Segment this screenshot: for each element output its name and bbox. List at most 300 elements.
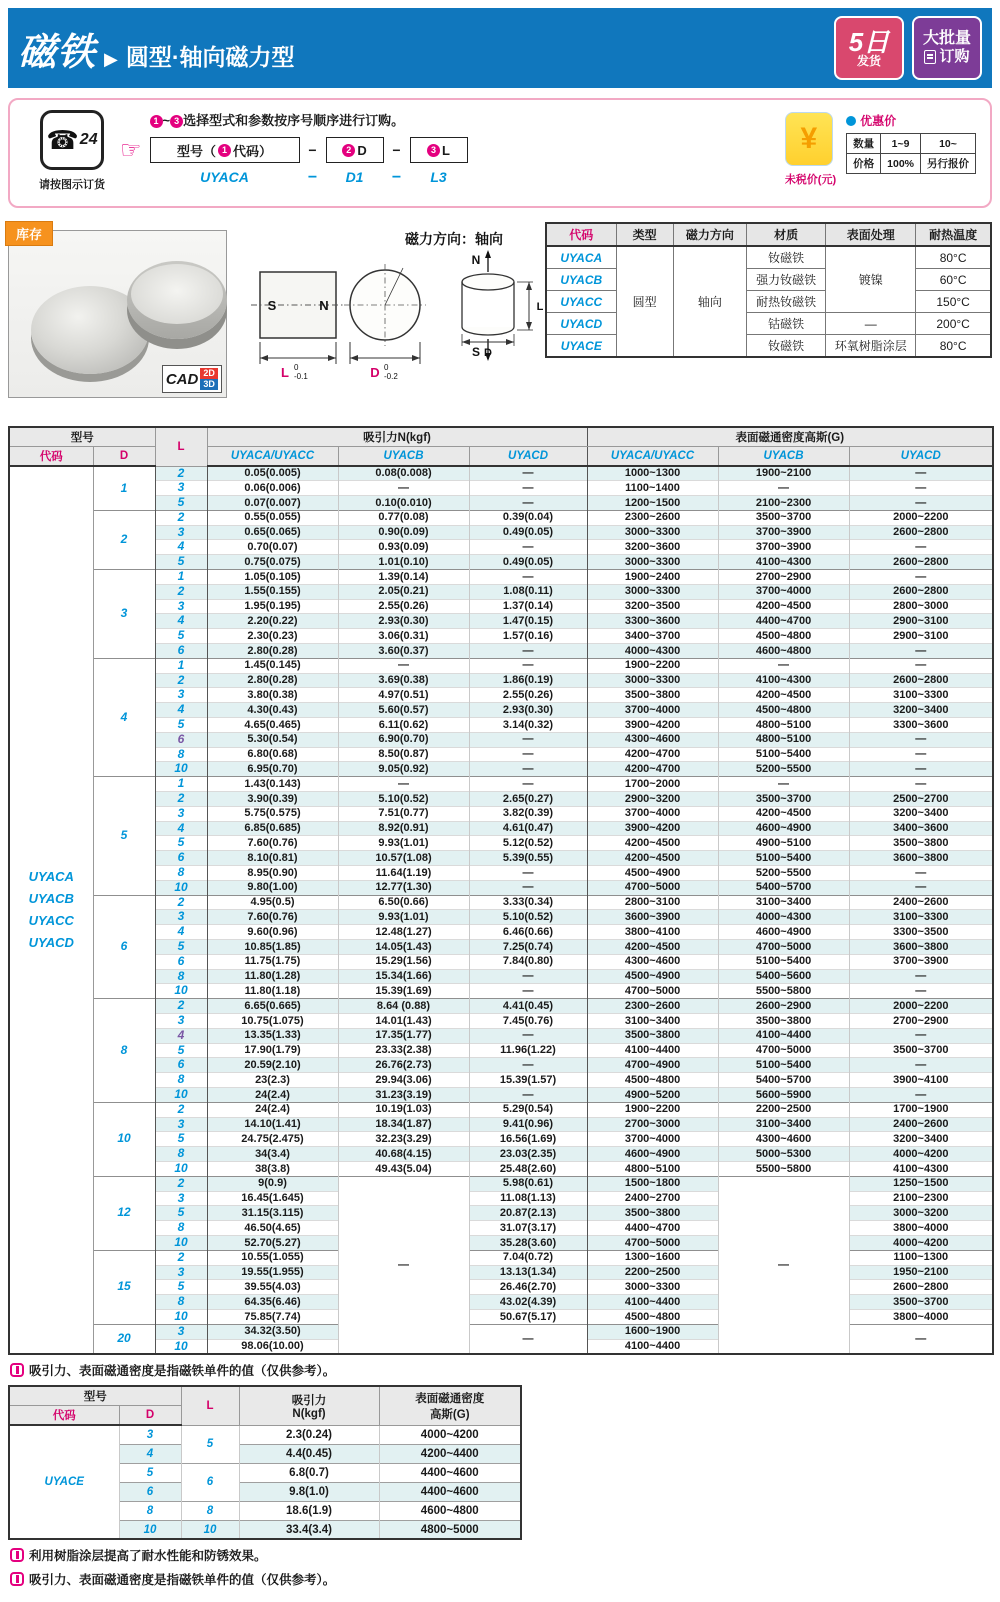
value-cell: 3200~3600 [587,540,718,555]
value-cell: 16.45(1.645) [207,1191,338,1206]
value-cell: 6.85(0.685) [207,821,338,836]
value-cell: 0.10(0.010) [338,496,469,511]
l-value: 1 [155,658,207,673]
value-cell: — [469,866,587,881]
value-cell: — [338,481,469,496]
l-value: 5 [155,555,207,570]
value-cell: 2700~2900 [718,570,849,585]
svg-text:S: S [267,298,277,313]
value-cell: 1.45(0.145) [207,658,338,673]
value-cell: 2.30(0.23) [207,629,338,644]
svg-text:N: N [319,298,329,313]
example-l: L3 [430,169,447,185]
l-value: 10 [155,762,207,777]
table-row [9,1087,993,1102]
value-cell: — [849,570,993,585]
pull-force-header: 吸引力N(kgf) [207,427,587,447]
table-row [9,584,993,599]
value-cell: — [849,984,993,999]
value-cell: 10.19(1.03) [338,1102,469,1117]
d-value: 20 [93,1324,155,1354]
l-value: 4 [155,703,207,718]
value-cell: 3.69(0.38) [338,673,469,688]
table-row [9,703,993,718]
value-cell: — [849,540,993,555]
value-cell: — [849,496,993,511]
value-cell: 0.75(0.075) [207,555,338,570]
value-cell: 0.55(0.055) [207,510,338,525]
table-row: 价格 100% 另行报价 [847,154,976,174]
l-value: 10 [155,1087,207,1102]
svg-text:D: D [483,347,492,359]
table-row [9,629,993,644]
l-value: 10 [155,1161,207,1176]
value-cell: 2100~2300 [849,1191,993,1206]
value-cell: 43.02(4.39) [469,1295,587,1310]
table-row: UYACB 强力钕磁铁 60°C [546,269,991,291]
table-row [9,777,993,792]
value-cell: 6.90(0.70) [338,732,469,747]
d-value: 5 [93,777,155,895]
l-value: 2 [155,999,207,1014]
example-d: D1 [345,169,364,185]
type-cell: 圆型 [616,246,673,357]
gauss-header: 表面磁通密度高斯(G) [587,427,993,447]
value-cell: 11.08(1.13) [469,1191,587,1206]
value-cell: 4.95(0.5) [207,895,338,910]
table-row [9,481,993,496]
d-value: 8 [93,999,155,1103]
value-cell: 2600~2800 [849,673,993,688]
value-cell: 0.05(0.005) [207,466,338,481]
value-cell: 4.30(0.43) [207,703,338,718]
value-cell: 1900~2200 [587,1102,718,1117]
l-value: 5 [155,629,207,644]
value-cell: 5100~5400 [718,1058,849,1073]
table-row: 数量 1~9 10~ [847,134,976,154]
table-row [9,999,993,1014]
value-cell: 5100~5400 [718,954,849,969]
value-cell: 2.93(0.30) [469,703,587,718]
value-cell: — [469,984,587,999]
value-cell: 4700~4900 [587,1058,718,1073]
l-value: 4 [155,614,207,629]
value-cell: 49.43(5.04) [338,1161,469,1176]
value-cell: 1.86(0.19) [469,673,587,688]
value-cell: 32.23(3.29) [338,1132,469,1147]
format-dash: − [392,142,401,158]
l-value: 2 [155,1250,207,1265]
l-value: 2 [155,466,207,481]
spec-table [545,222,992,358]
value-cell: — [469,644,587,659]
order-instruction-panel [8,98,992,208]
arrow-icon: ▶ [104,48,118,69]
value-cell: 5200~5500 [718,762,849,777]
model-format-row [150,137,468,163]
l-value: 3 [155,1191,207,1206]
value-cell: 3600~3800 [849,940,993,955]
value-cell: — [718,658,849,673]
value-cell: 2300~2600 [587,510,718,525]
l-value: 2 [155,584,207,599]
value-cell: 14.10(1.41) [207,1117,338,1132]
value-cell: 5100~5400 [718,851,849,866]
table-row [9,851,993,866]
value-cell: 4900~5200 [587,1087,718,1102]
table-row [9,1073,993,1088]
table-row: UYACE 钕磁铁 环氧树脂涂层 80°C [546,335,991,358]
value-cell: 3700~3900 [718,525,849,540]
price-info-block [785,110,976,187]
document-icon [924,50,936,64]
value-cell: 1.55(0.155) [207,584,338,599]
d-value: 4 [93,658,155,776]
table-row [9,599,993,614]
value-cell: 16.56(1.69) [469,1132,587,1147]
discount-block [846,112,976,174]
value-cell: 4700~5000 [718,940,849,955]
value-cell: 2.55(0.26) [469,688,587,703]
value-cell: 12.77(1.30) [338,880,469,895]
table-header-row: 型号 L 吸引力 N(kgf) 表面磁通密度 高斯(G) [9,1386,521,1406]
value-cell: 4500~4800 [718,703,849,718]
value-cell: 8.95(0.90) [207,866,338,881]
value-cell: 4100~4300 [849,1161,993,1176]
value-cell: 3700~4000 [718,584,849,599]
value-cell: — [469,570,587,585]
table-row: 代码 类型 磁力方向 材质 表面处理 耐热温度 [546,223,991,246]
value-cell: 6.65(0.665) [207,999,338,1014]
value-cell: — [849,866,993,881]
value-cell: 3100~3400 [718,895,849,910]
value-cell: — [718,777,849,792]
value-cell: 34.32(3.50) [207,1324,338,1339]
value-cell: 4.97(0.51) [338,688,469,703]
value-cell: 4700~5000 [587,880,718,895]
value-cell: 39.55(4.03) [207,1280,338,1295]
l-value: 8 [155,1147,207,1162]
value-cell: — [849,466,993,481]
l-value: 1 [155,777,207,792]
discount-label: 优惠价 [846,112,976,129]
value-cell: 0.65(0.065) [207,525,338,540]
value-cell: 7.04(0.72) [469,1250,587,1265]
value-cell: 4600~4900 [718,821,849,836]
value-cell: 1.37(0.14) [469,599,587,614]
circled-3-icon: 3 [170,115,183,128]
value-cell: 1300~1600 [587,1250,718,1265]
value-cell: 10.55(1.055) [207,1250,338,1265]
format-model-box: 型号（ 1 代码） [150,137,300,163]
l-value: 4 [155,821,207,836]
table-row [9,496,993,511]
svg-text:L: L [536,301,544,313]
l-value: 6 [155,954,207,969]
table-row: UYACD 钴磁铁 — 200°C [546,313,991,335]
value-cell: 3.06(0.31) [338,629,469,644]
product-photo [8,227,227,398]
value-cell: 18.34(1.87) [338,1117,469,1132]
value-cell: 4300~4600 [587,954,718,969]
value-cell: — [849,644,993,659]
value-cell: 3700~3900 [849,954,993,969]
phone-caption: 请按图示订货 [39,179,105,191]
l-value: 4 [155,540,207,555]
table-row [9,895,993,910]
badge-5day-shipping [834,16,904,80]
badge-bulk-line1: 大批量 [922,30,971,47]
l-value: 6 [155,644,207,659]
merged-cell: — [718,1176,849,1354]
value-cell: 2200~2500 [718,1102,849,1117]
value-cell: 0.49(0.05) [469,525,587,540]
value-cell: 1600~1900 [587,1324,718,1339]
value-cell: 3200~3400 [849,806,993,821]
value-cell: 1900~2200 [587,658,718,673]
d-value: 12 [93,1176,155,1250]
quantity-price-table [846,133,976,174]
value-cell: 15.29(1.56) [338,954,469,969]
value-cell: 3.82(0.39) [469,806,587,821]
d-value: 10 [93,1102,155,1176]
value-cell: 4200~4500 [718,599,849,614]
table-row [9,525,993,540]
l-value: 10 [155,984,207,999]
l-value: 6 [155,1058,207,1073]
value-cell: 64.35(6.46) [207,1295,338,1310]
value-cell: 4200~4500 [587,940,718,955]
code-list-cell: UYACA UYACB UYACC UYACD [9,466,93,1354]
value-cell: 3200~3400 [849,703,993,718]
value-cell: 3500~3700 [718,510,849,525]
value-cell: 5.10(0.52) [338,792,469,807]
value-cell: 24(2.4) [207,1102,338,1117]
value-cell: 52.70(5.27) [207,1235,338,1250]
table-row: 8 8 18.6(1.9) 4600~4800 [9,1501,521,1520]
value-cell: — [469,1087,587,1102]
value-cell: 4200~4500 [718,806,849,821]
l-value: 3 [155,525,207,540]
l-value: 8 [155,1073,207,1088]
value-cell: 0.70(0.07) [207,540,338,555]
value-cell: 3000~3300 [587,584,718,599]
table-row: 4 4.4(0.45) 4200~4400 [9,1444,521,1463]
value-cell: — [338,658,469,673]
value-cell: 31.07(3.17) [469,1221,587,1236]
value-cell: 3000~3200 [849,1206,993,1221]
value-cell: — [849,747,993,762]
value-cell: 1.95(0.195) [207,599,338,614]
value-cell: 4700~5000 [718,1043,849,1058]
value-cell: 4100~4400 [587,1295,718,1310]
value-cell: 5.12(0.52) [469,836,587,851]
value-cell: 4100~4300 [718,555,849,570]
l-value: 3 [155,1117,207,1132]
value-cell: 4000~4300 [718,910,849,925]
value-cell: 23(2.3) [207,1073,338,1088]
value-cell: 3.14(0.32) [469,718,587,733]
page-header [8,8,992,88]
value-cell: 0.07(0.007) [207,496,338,511]
code-header: 代码 [9,447,93,467]
table-row [9,1102,993,1117]
l-value: 3 [155,1013,207,1028]
value-cell: 4.41(0.45) [469,999,587,1014]
table-row [9,732,993,747]
value-cell: 3800~4000 [849,1309,993,1324]
direction-cell: 轴向 [673,246,747,357]
table-row [9,1058,993,1073]
circled-1-icon: 1 [150,115,163,128]
yen-block [785,112,836,187]
l-value: 5 [155,836,207,851]
value-cell: 3500~3700 [849,1043,993,1058]
value-cell: 9.80(1.00) [207,880,338,895]
value-cell: 4500~4900 [587,969,718,984]
value-cell: 3100~3400 [718,1117,849,1132]
table-row [9,540,993,555]
table-row: 6 9.8(1.0) 4400~4600 [9,1482,521,1501]
phone-icon: ☎ 24 [40,110,104,170]
table-row [9,836,993,851]
table-row: 5 6 6.8(0.7) 4400~4600 [9,1463,521,1482]
value-cell: 3900~4200 [587,718,718,733]
value-cell: — [469,777,587,792]
value-cell: 24.75(2.475) [207,1132,338,1147]
value-cell: 3.33(0.34) [469,895,587,910]
value-cell: 5.30(0.54) [207,732,338,747]
l-value: 8 [155,1295,207,1310]
value-cell: 1700~2000 [587,777,718,792]
value-cell: 3100~3300 [849,688,993,703]
value-cell: 6.50(0.66) [338,895,469,910]
value-cell: 4300~4600 [587,732,718,747]
product-section [8,222,992,412]
value-cell: 26.76(2.73) [338,1058,469,1073]
value-cell: 15.39(1.57) [469,1073,587,1088]
value-cell: 6.95(0.70) [207,762,338,777]
format-d-box: 2 D [326,137,384,163]
value-cell: 3500~3700 [718,792,849,807]
value-cell: 19.55(1.955) [207,1265,338,1280]
l-value: 2 [155,510,207,525]
untaxed-label: 未税价(元) [784,174,837,186]
value-cell: 1900~2400 [587,570,718,585]
finish-cell: — [826,313,916,335]
l-value: 8 [155,866,207,881]
value-cell: — [849,481,993,496]
value-cell: 3500~3800 [718,1013,849,1028]
value-cell: 2600~2900 [718,999,849,1014]
uyace-table [8,1385,522,1540]
value-cell: — [469,880,587,895]
value-cell: 24(2.4) [207,1087,338,1102]
value-cell: 1.05(0.105) [207,570,338,585]
value-cell: 4100~4400 [587,1043,718,1058]
value-cell: — [469,466,587,481]
merged-cell: — [849,1324,993,1354]
value-cell: 5000~5300 [718,1147,849,1162]
value-cell: 4000~4200 [849,1235,993,1250]
value-cell: 8.92(0.91) [338,821,469,836]
value-cell: 2900~3100 [849,614,993,629]
circled-2-icon: 2 [342,144,355,157]
value-cell: 5400~5700 [718,880,849,895]
value-cell: 9(0.9) [207,1176,338,1191]
value-cell: 3400~3700 [587,629,718,644]
l-value: 2 [155,1176,207,1191]
value-cell: 3.80(0.38) [207,688,338,703]
value-cell: — [469,732,587,747]
value-cell: 1100~1400 [587,481,718,496]
value-cell: 3900~4200 [587,821,718,836]
value-cell: 13.13(1.34) [469,1265,587,1280]
value-cell: 13.35(1.33) [207,1028,338,1043]
cad-badge: CAD 2D 3D [162,365,222,393]
value-cell: 8.50(0.87) [338,747,469,762]
value-cell: 1.01(0.10) [338,555,469,570]
value-cell: 2.55(0.26) [338,599,469,614]
value-cell: 10.85(1.85) [207,940,338,955]
value-cell: 98.06(10.00) [207,1339,338,1354]
value-cell: 3400~3600 [849,821,993,836]
value-cell: 11.96(1.22) [469,1043,587,1058]
svg-text:0: 0 [293,363,299,372]
value-cell: 14.01(1.43) [338,1013,469,1028]
value-cell: 12.48(1.27) [338,925,469,940]
value-cell: — [469,481,587,496]
value-cell: 0.08(0.008) [338,466,469,481]
value-cell: 2300~2600 [587,999,718,1014]
value-cell: 50.67(5.17) [469,1309,587,1324]
value-cell: 4800~5100 [587,1161,718,1176]
value-cell: 2.65(0.27) [469,792,587,807]
value-cell: 5400~5700 [718,1073,849,1088]
value-cell: 15.39(1.69) [338,984,469,999]
svg-text:L: L [280,365,289,380]
svg-text:D: D [370,365,380,380]
note-icon [10,1363,24,1377]
value-cell: 1100~1300 [849,1250,993,1265]
d-value: 15 [93,1250,155,1324]
value-cell: 4700~5000 [587,984,718,999]
value-cell: — [849,880,993,895]
value-cell: 7.51(0.77) [338,806,469,821]
table-row [9,1132,993,1147]
value-cell: 7.84(0.80) [469,954,587,969]
value-cell: 2700~2900 [849,1013,993,1028]
table-row [9,910,993,925]
svg-text:磁力方向：轴向: 磁力方向：轴向 [404,231,503,247]
value-cell: 3500~3700 [849,1295,993,1310]
table-row [9,984,993,999]
value-cell: 3700~4000 [587,806,718,821]
value-cell: 0.06(0.006) [207,481,338,496]
value-cell: 3100~3400 [587,1013,718,1028]
value-cell: 31.23(3.19) [338,1087,469,1102]
table-row [9,718,993,733]
value-cell: — [469,1058,587,1073]
value-cell: — [718,481,849,496]
value-cell: 3000~3300 [587,1280,718,1295]
table-row [9,880,993,895]
value-cell: 4100~4400 [718,1028,849,1043]
value-cell: 3600~3900 [587,910,718,925]
value-cell: 10.75(1.075) [207,1013,338,1028]
value-cell: 3200~3400 [849,1132,993,1147]
value-cell: 3300~3500 [849,925,993,940]
